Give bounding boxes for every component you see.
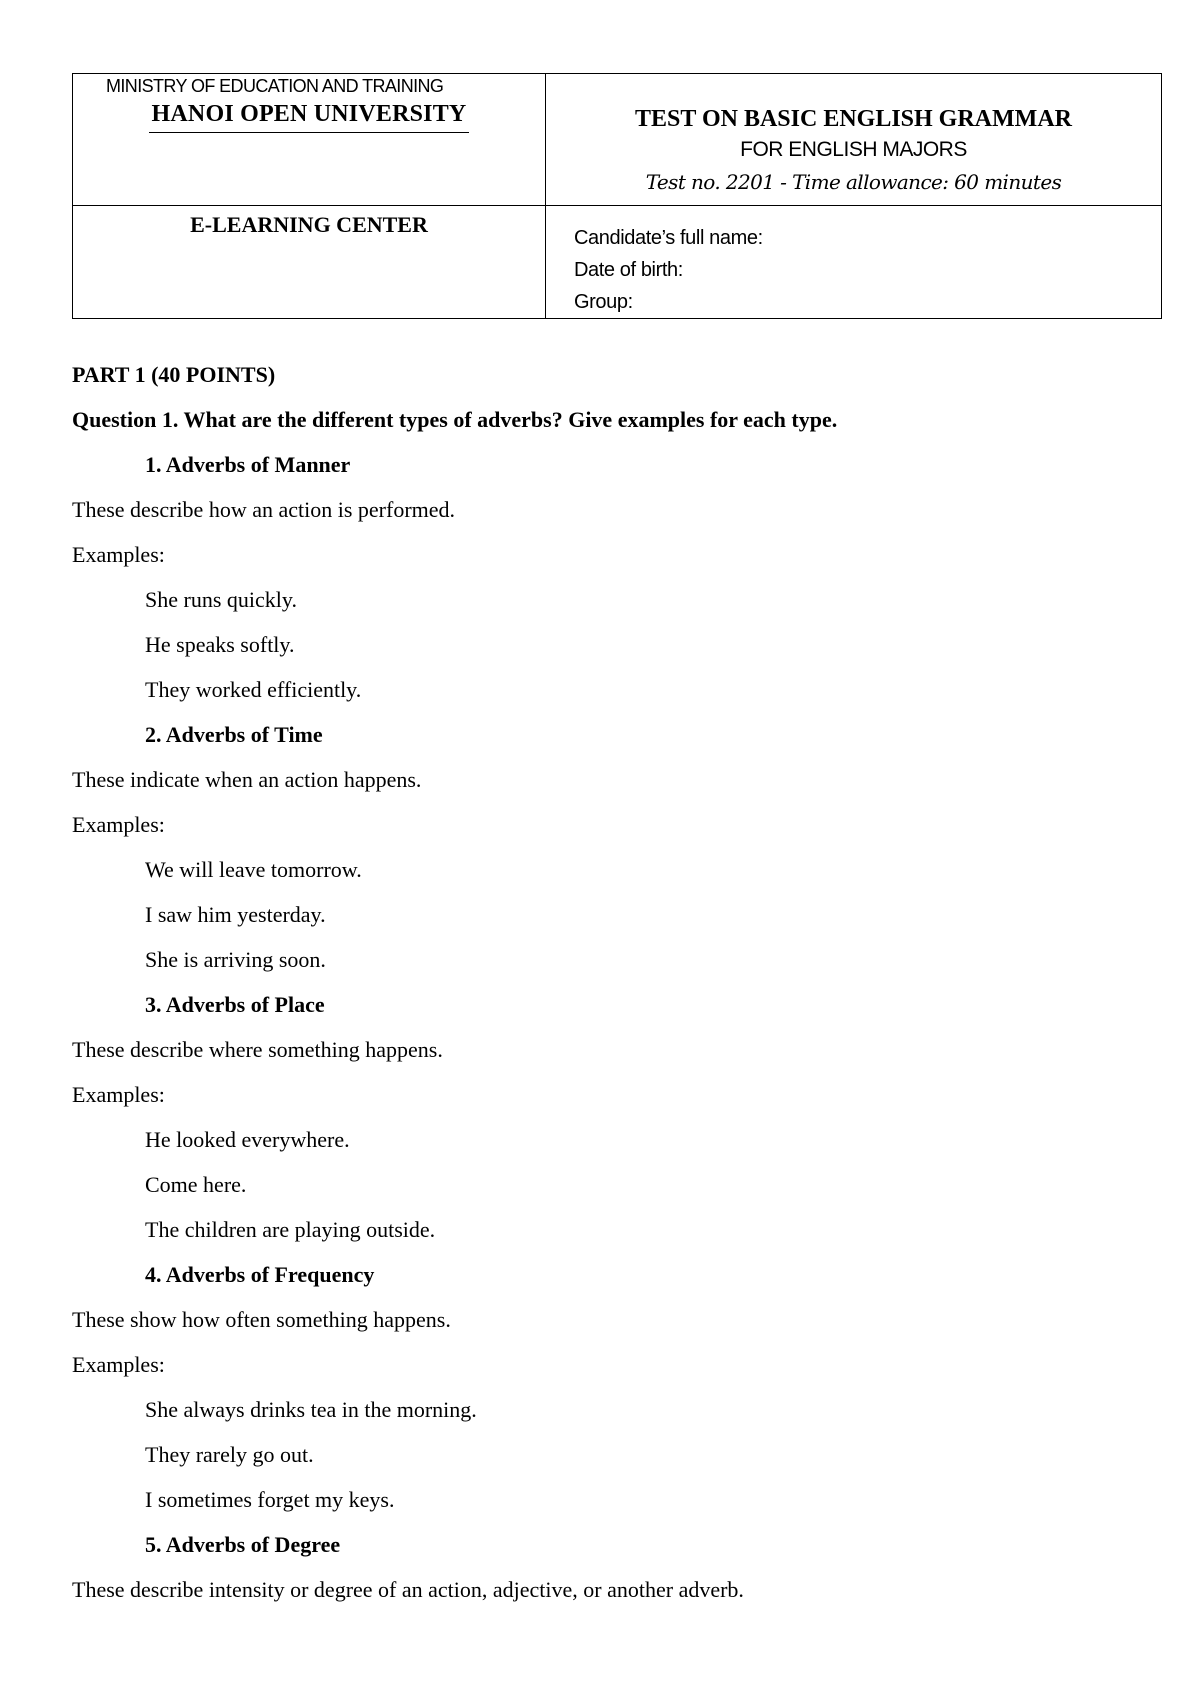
section-heading: 1. Adverbs of Manner (145, 452, 351, 477)
example-item: The children are playing outside. (145, 1217, 436, 1242)
example-item: He looked everywhere. (145, 1127, 350, 1152)
test-title: TEST ON BASIC ENGLISH GRAMMAR (635, 106, 1072, 132)
date-of-birth-field: Date of birth: (574, 259, 683, 281)
example-item: She runs quickly. (145, 587, 297, 612)
document-body (72, 352, 1152, 1612)
part-title: PART 1 (40 POINTS) (72, 362, 276, 387)
test-info: Test no. 2201 - Time allowance: 60 minutes (645, 170, 1062, 194)
candidate-cell (546, 206, 1162, 319)
section-heading: 5. Adverbs of Degree (145, 1532, 341, 1557)
section-heading: 3. Adverbs of Place (145, 992, 325, 1017)
section-description: These indicate when an action happens. (72, 767, 422, 792)
section-description: These describe how an action is performed. (72, 497, 456, 522)
section-description: These describe where something happens. (72, 1037, 443, 1062)
section-heading: 2. Adverbs of Time (145, 722, 323, 747)
example-item: They rarely go out. (145, 1442, 314, 1467)
ministry-cell (73, 74, 546, 206)
examples-label: Examples: (72, 812, 165, 837)
candidate-name-field: Candidate’s full name: (574, 227, 763, 249)
examples-label: Examples: (72, 542, 165, 567)
example-item: She is arriving soon. (145, 947, 326, 972)
example-item: They worked efficiently. (145, 677, 362, 702)
example-item: She always drinks tea in the morning. (145, 1397, 477, 1422)
university-name: HANOI OPEN UNIVERSITY (151, 101, 467, 127)
ministry-name: MINISTRY OF EDUCATION AND TRAINING (106, 76, 444, 96)
group-field: Group: (574, 291, 633, 313)
center-cell (73, 206, 546, 319)
university-underline (149, 132, 469, 133)
example-item: I saw him yesterday. (145, 902, 326, 927)
section-heading: 4. Adverbs of Frequency (145, 1262, 375, 1287)
example-item: He speaks softly. (145, 632, 295, 657)
test-subtitle: FOR ENGLISH MAJORS (740, 138, 967, 161)
example-item: We will leave tomorrow. (145, 857, 362, 882)
examples-label: Examples: (72, 1082, 165, 1107)
question-title: Question 1. What are the different types of adverbs? Give examples for each type. (72, 407, 838, 432)
example-item: I sometimes forget my keys. (145, 1487, 395, 1512)
section-description: These show how often something happens. (72, 1307, 451, 1332)
header-table (72, 73, 1162, 319)
test-title-cell (546, 74, 1162, 206)
section-description: These describe intensity or degree of an action, adjective, or another adverb. (72, 1577, 744, 1602)
center-name: E-LEARNING CENTER (190, 212, 428, 237)
examples-label: Examples: (72, 1352, 165, 1377)
example-item: Come here. (145, 1172, 247, 1197)
